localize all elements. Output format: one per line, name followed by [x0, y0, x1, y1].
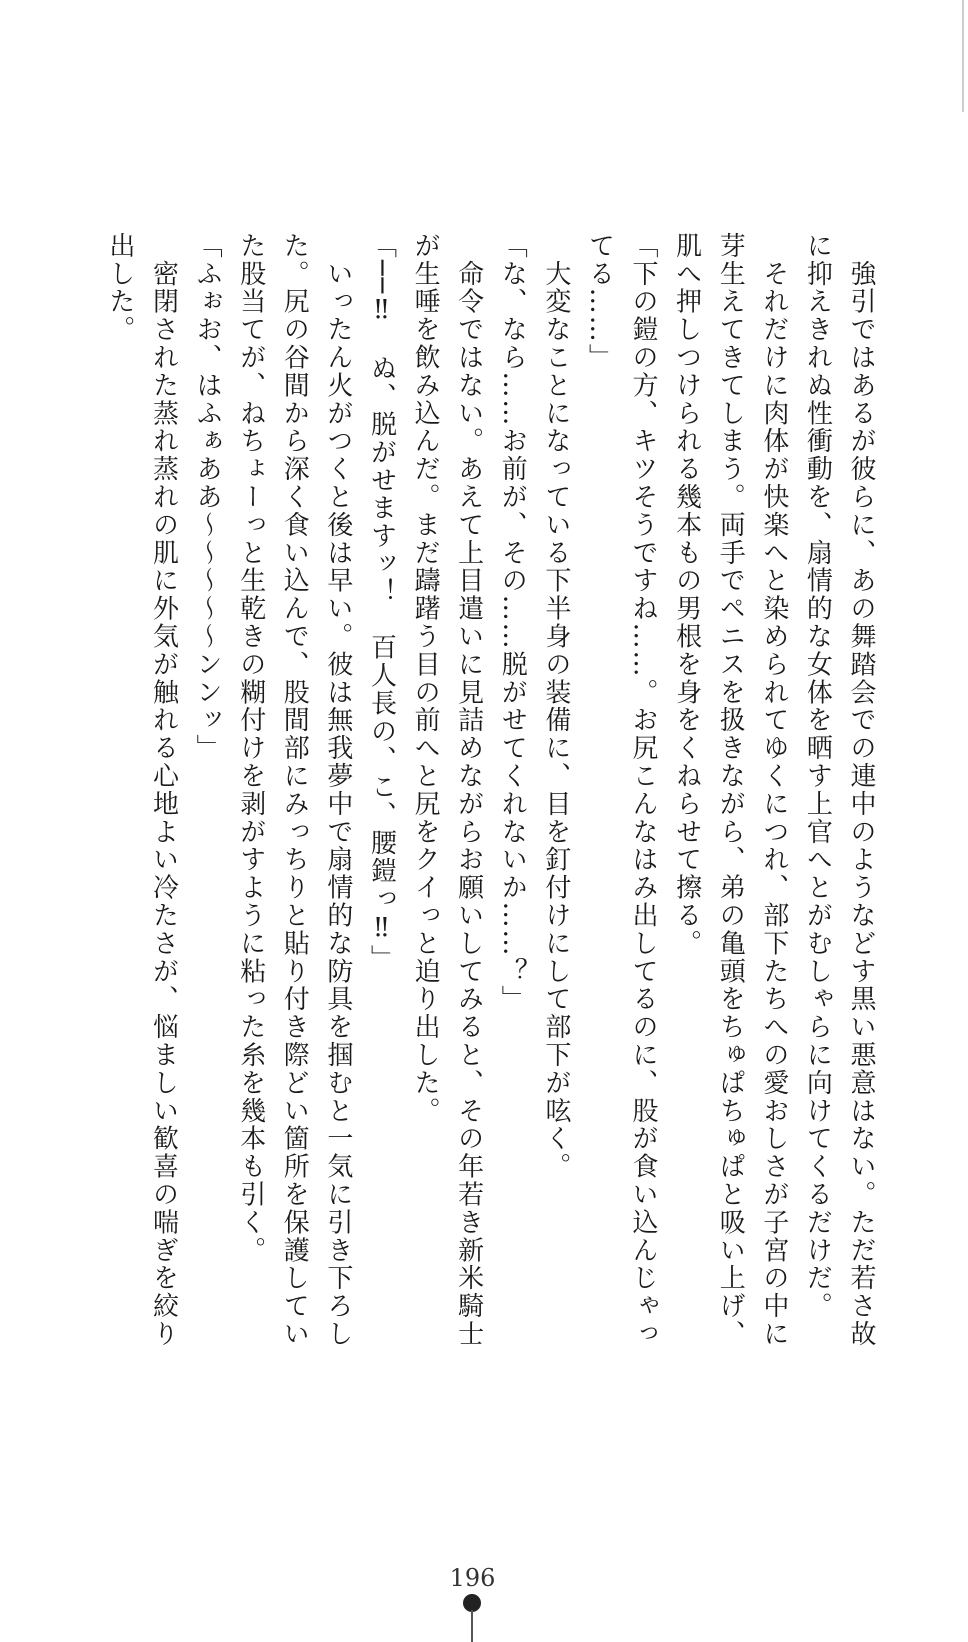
text-line: てる……」 [584, 232, 615, 372]
text-line: 「──‼ ぬ、脱がせますッ！ 百人長の、こ、腰鎧っ‼」 [366, 232, 397, 973]
text-line: 大変なことになっている下半身の装備に、目を釘付けにして部下が呟く。 [540, 232, 571, 1181]
text-line: た。尻の谷間から深く食い込んで、股間部にみっちりと貼り付き際どい箇所を保護してい [279, 232, 310, 1348]
text-line: 出した。 [104, 232, 135, 344]
text-line: それだけに肉体が快楽へと染められてゆくにつれ、部下たちへの愛おしさが子宮の中に [758, 232, 789, 1348]
text-line: た股当てが、ねちょーっと生乾きの糊付けを剥がすように粘った糸を幾本も引く。 [235, 232, 266, 1265]
text-line: 肌へ押しつけられる幾本もの男根を身をくねらせて擦る。 [671, 232, 702, 958]
text-line: 強引ではあるが彼らに、あの舞踏会での連中のようなどす黒い悪意はない。ただ若さ故 [846, 232, 876, 1348]
page-edge-line [962, 0, 964, 112]
page-number: 196 [449, 1564, 496, 1592]
page-marker-line [471, 1610, 473, 1642]
vertical-body-text [97, 232, 882, 1382]
text-line: 「な、なら……お前が、その……脱がせてくれないか……？」 [497, 232, 528, 1014]
text-line: 密閉された蒸れ蒸れの肌に外気が触れる心地よい冷たさが、悩ましい歓喜の喘ぎを絞り [148, 232, 179, 1348]
text-line: 命令ではない。あえて上目遣いに見詰めながらお願いしてみると、その年若き新米騎士 [453, 232, 484, 1348]
text-line: が生唾を飲み込んだ。まだ躊躇う目の前へと尻をクイっと迫り出した。 [410, 232, 441, 1125]
text-line: に抑えきれぬ性衝動を、扇情的な女体を晒す上官へとがむしゃらに向けてくるだけだ。 [802, 232, 833, 1321]
text-line: いったん火がつくと後は早い。彼は無我夢中で扇情的な防具を掴むと一気に引き下ろし [322, 232, 353, 1348]
text-line: 「ふぉお、はふぁああ〜〜〜〜〜ンンッ」 [192, 232, 223, 763]
text-line: 「下の鎧の方、キツそうですね……。お尻こんなはみ出してるのに、股が食い込んじゃっ [628, 232, 659, 1348]
text-line: 芽生えてきてしまう。両手でペニスを扱きながら、弟の亀頭をちゅぱちゅぱと吸い上げ、 [715, 232, 746, 1348]
